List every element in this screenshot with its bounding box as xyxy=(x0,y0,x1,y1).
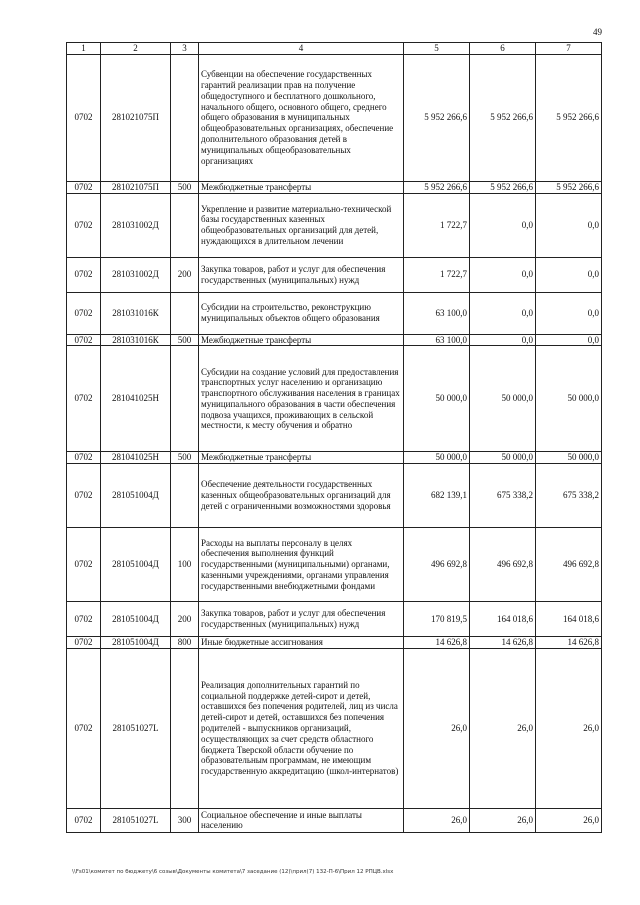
amount-year-2-cell: 26,0 xyxy=(470,808,536,832)
amount-year-1-cell: 14 626,8 xyxy=(404,637,470,649)
amount-year-1-cell: 63 100,0 xyxy=(404,334,470,346)
target-article-cell: 281031016К xyxy=(101,334,171,346)
amount-year-3-cell: 0,0 xyxy=(536,292,602,334)
table-row xyxy=(67,181,602,193)
section-code-cell: 0702 xyxy=(67,637,101,649)
amount-year-3-cell: 675 338,2 xyxy=(536,464,602,528)
amount-year-3-cell: 0,0 xyxy=(536,193,602,257)
expense-type-cell: 100 xyxy=(171,528,199,602)
target-article-cell: 281051027L xyxy=(101,648,171,808)
description-cell: Межбюджетные трансферты xyxy=(199,334,404,346)
amount-year-2-cell: 26,0 xyxy=(470,648,536,808)
expense-type-cell xyxy=(171,464,199,528)
amount-year-2-cell: 675 338,2 xyxy=(470,464,536,528)
amount-year-1-cell: 50 000,0 xyxy=(404,452,470,464)
amount-year-2-cell: 0,0 xyxy=(470,257,536,292)
amount-year-3-cell: 5 952 266,6 xyxy=(536,54,602,181)
table-row xyxy=(67,528,602,602)
section-code-cell: 0702 xyxy=(67,54,101,181)
table-row xyxy=(67,637,602,649)
table-row xyxy=(67,292,602,334)
expense-type-cell: 500 xyxy=(171,452,199,464)
description-cell: Иные бюджетные ассигнования xyxy=(199,637,404,649)
description-cell: Субсидии на строительство, реконструкцию муниципальных объектов общего образования xyxy=(199,292,404,334)
description-cell: Субвенции на обеспечение государственных гарантий реализации прав на получение общедоступного и бесплатного дошкольного, начального общего, основного общего, среднего общего образования в муниципальных общеобразовательных организациях, обеспечение дополнительного образования детей в муниципальных общеобразовательных организациях xyxy=(199,54,404,181)
table-row xyxy=(67,648,602,808)
amount-year-2-cell: 50 000,0 xyxy=(470,452,536,464)
description-cell: Межбюджетные трансферты xyxy=(199,181,404,193)
description-cell: Обеспечение деятельности государственных казенных общеобразовательных организаций для детей с ограниченными возможностями здоровья xyxy=(199,464,404,528)
amount-year-2-cell: 14 626,8 xyxy=(470,637,536,649)
section-code-cell: 0702 xyxy=(67,193,101,257)
amount-year-1-cell: 63 100,0 xyxy=(404,292,470,334)
budget-table xyxy=(66,42,602,833)
table-row xyxy=(67,808,602,832)
amount-year-1-cell: 170 819,5 xyxy=(404,602,470,637)
description-cell: Межбюджетные трансферты xyxy=(199,452,404,464)
amount-year-3-cell: 5 952 266,6 xyxy=(536,181,602,193)
target-article-cell: 281051004Д xyxy=(101,602,171,637)
expense-type-cell: 500 xyxy=(171,181,199,193)
col-header-1: 1 xyxy=(67,43,101,55)
amount-year-1-cell: 682 139,1 xyxy=(404,464,470,528)
amount-year-3-cell: 26,0 xyxy=(536,808,602,832)
section-code-cell: 0702 xyxy=(67,648,101,808)
amount-year-3-cell: 0,0 xyxy=(536,334,602,346)
amount-year-2-cell: 5 952 266,6 xyxy=(470,54,536,181)
amount-year-1-cell: 496 692,8 xyxy=(404,528,470,602)
col-header-3: 3 xyxy=(171,43,199,55)
expense-type-cell: 500 xyxy=(171,334,199,346)
expense-type-cell: 200 xyxy=(171,257,199,292)
target-article-cell: 281051004Д xyxy=(101,464,171,528)
section-code-cell: 0702 xyxy=(67,808,101,832)
target-article-cell: 281051004Д xyxy=(101,637,171,649)
amount-year-3-cell: 164 018,6 xyxy=(536,602,602,637)
amount-year-1-cell: 26,0 xyxy=(404,648,470,808)
section-code-cell: 0702 xyxy=(67,346,101,452)
target-article-cell: 281051004Д xyxy=(101,528,171,602)
description-cell: Социальное обеспечение и иные выплаты населению xyxy=(199,808,404,832)
header-row xyxy=(67,43,602,55)
amount-year-3-cell: 50 000,0 xyxy=(536,346,602,452)
table-row xyxy=(67,193,602,257)
section-code-cell: 0702 xyxy=(67,602,101,637)
target-article-cell: 281041025Н xyxy=(101,452,171,464)
amount-year-3-cell: 50 000,0 xyxy=(536,452,602,464)
amount-year-2-cell: 496 692,8 xyxy=(470,528,536,602)
target-article-cell: 281031002Д xyxy=(101,257,171,292)
amount-year-1-cell: 26,0 xyxy=(404,808,470,832)
description-cell: Укрепление и развитие материально-технической базы государственных казенных общеобразовательных организаций для детей, нуждающихся в длительном лечении xyxy=(199,193,404,257)
amount-year-3-cell: 0,0 xyxy=(536,257,602,292)
amount-year-2-cell: 0,0 xyxy=(470,334,536,346)
section-code-cell: 0702 xyxy=(67,528,101,602)
expense-type-cell xyxy=(171,54,199,181)
amount-year-1-cell: 1 722,7 xyxy=(404,193,470,257)
table-row xyxy=(67,346,602,452)
col-header-2: 2 xyxy=(101,43,171,55)
section-code-cell: 0702 xyxy=(67,292,101,334)
table-row xyxy=(67,452,602,464)
description-cell: Субсидии на создание условий для предоставления транспортных услуг населению и организацию транспортного обслуживания населения в границах муниципального образования в части обеспечения подвоза учащихся, проживающих в сельской местности, к месту обучения и обратно xyxy=(199,346,404,452)
expense-type-cell: 200 xyxy=(171,602,199,637)
description-cell: Закупка товаров, работ и услуг для обеспечения государственных (муниципальных) нужд xyxy=(199,257,404,292)
expense-type-cell xyxy=(171,193,199,257)
target-article-cell: 281021075П xyxy=(101,181,171,193)
target-article-cell: 281041025Н xyxy=(101,346,171,452)
target-article-cell: 281021075П xyxy=(101,54,171,181)
amount-year-1-cell: 5 952 266,6 xyxy=(404,54,470,181)
amount-year-3-cell: 496 692,8 xyxy=(536,528,602,602)
section-code-cell: 0702 xyxy=(67,464,101,528)
col-header-6: 6 xyxy=(470,43,536,55)
target-article-cell: 281031016К xyxy=(101,292,171,334)
amount-year-2-cell: 50 000,0 xyxy=(470,346,536,452)
section-code-cell: 0702 xyxy=(67,334,101,346)
expense-type-cell: 300 xyxy=(171,808,199,832)
target-article-cell: 281051027L xyxy=(101,808,171,832)
amount-year-3-cell: 14 626,8 xyxy=(536,637,602,649)
table-row xyxy=(67,257,602,292)
table-row xyxy=(67,334,602,346)
amount-year-2-cell: 0,0 xyxy=(470,292,536,334)
expense-type-cell: 800 xyxy=(171,637,199,649)
section-code-cell: 0702 xyxy=(67,452,101,464)
amount-year-2-cell: 5 952 266,6 xyxy=(470,181,536,193)
amount-year-3-cell: 26,0 xyxy=(536,648,602,808)
amount-year-2-cell: 164 018,6 xyxy=(470,602,536,637)
amount-year-2-cell: 0,0 xyxy=(470,193,536,257)
expense-type-cell xyxy=(171,346,199,452)
table-row xyxy=(67,602,602,637)
amount-year-1-cell: 5 952 266,6 xyxy=(404,181,470,193)
table-row xyxy=(67,54,602,181)
file-path-footer: \\Fs01\комитет по бюджету\6 созыв\Документы комитета\7 заседание (12)\прил(7) 132-П-6\Прил 12 РПЦВ.xlsx xyxy=(72,869,394,875)
target-article-cell: 281031002Д xyxy=(101,193,171,257)
page-number: 49 xyxy=(593,27,602,37)
section-code-cell: 0702 xyxy=(67,257,101,292)
col-header-4: 4 xyxy=(199,43,404,55)
amount-year-1-cell: 1 722,7 xyxy=(404,257,470,292)
expense-type-cell xyxy=(171,292,199,334)
col-header-5: 5 xyxy=(404,43,470,55)
description-cell: Реализация дополнительных гарантий по социальной поддержке детей-сирот и детей, оставшихся без попечения родителей, лиц из числа детей-сирот и детей, оставшихся без попечения родителей - выпускников организаций, осуществляющих за счет средств областного бюджета Тверской области обучение по образовательным программам, не имеющим государственную аккредитацию (школ-интернатов) xyxy=(199,648,404,808)
description-cell: Расходы на выплаты персоналу в целях обеспечения выполнения функций государственными (муниципальными) органами, казенными учреждениями, органами управления государственными внебюджетными фондами xyxy=(199,528,404,602)
expense-type-cell xyxy=(171,648,199,808)
section-code-cell: 0702 xyxy=(67,181,101,193)
table-row xyxy=(67,464,602,528)
description-cell: Закупка товаров, работ и услуг для обеспечения государственных (муниципальных) нужд xyxy=(199,602,404,637)
amount-year-1-cell: 50 000,0 xyxy=(404,346,470,452)
col-header-7: 7 xyxy=(536,43,602,55)
